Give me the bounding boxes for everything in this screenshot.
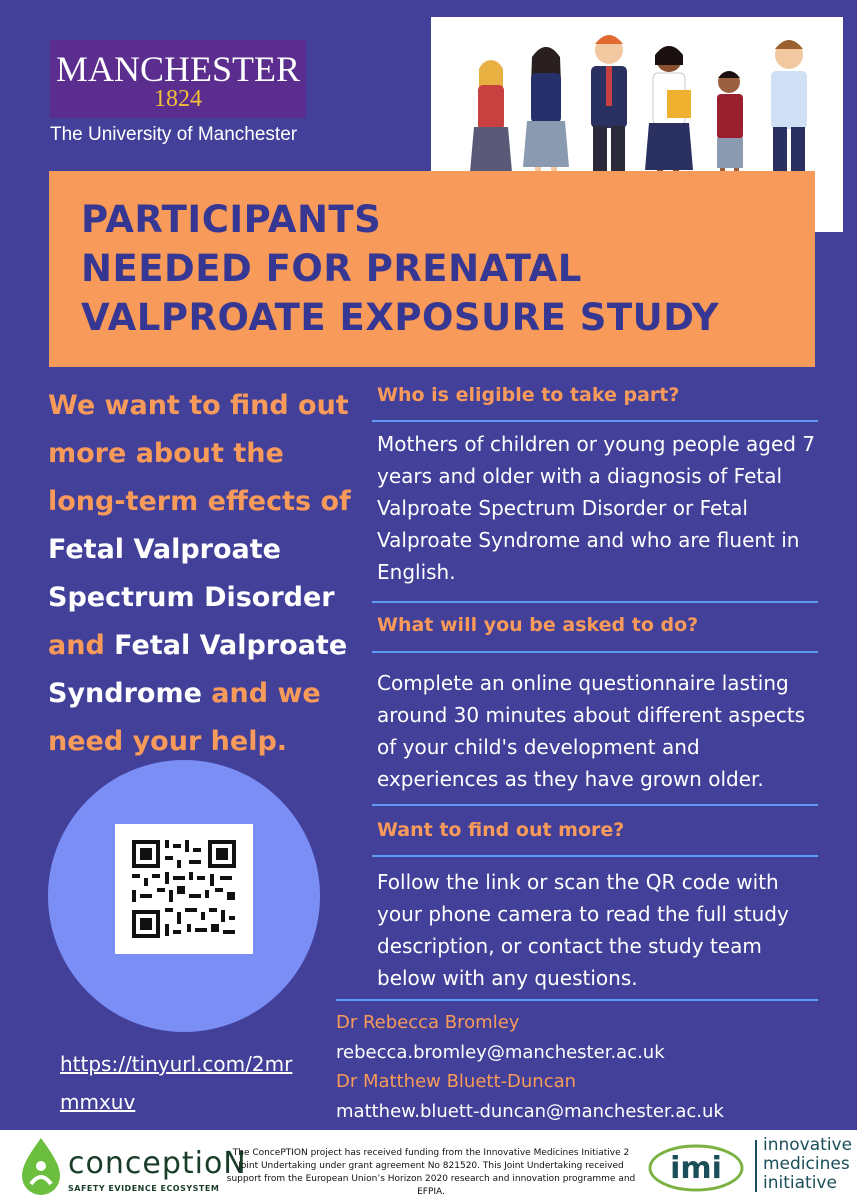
- divider: [372, 855, 818, 857]
- section-body-tasks: Complete an online questionnaire lasting around 30 minutes about different aspects of your child's development and experiences as they have grown older.: [377, 671, 806, 791]
- imi-separator: [755, 1140, 757, 1192]
- banner-title: [81, 195, 719, 342]
- imi-wordmark: [763, 1136, 852, 1193]
- imi-word-2: medicines: [763, 1154, 850, 1174]
- imi-logo-icon: [646, 1140, 756, 1194]
- section-heading-eligibility: Who is eligible to take part?: [377, 384, 680, 406]
- section-body-eligibility: Mothers of children or young people aged 7 years and older with a diagnosis of Fetal Valproate Spectrum Disorder or Fetal Valproate Syndrome and who are fluent in English.: [377, 432, 816, 584]
- logo-wordmark: MANCHESTER: [55, 49, 301, 89]
- study-link[interactable]: [60, 1045, 300, 1121]
- conception-subtitle: SAFETY EVIDENCE ECOSYSTEM: [68, 1184, 220, 1193]
- divider: [372, 804, 818, 806]
- funding-statement: The ConcePTION project has received funding from the Innovative Medicines Initiative 2 Joint Undertaking under grant agreement No 821520. This Joint Undertaking received support from the European Union’s Horizon 2020 research and innovation programme and EFPIA.: [226, 1148, 636, 1197]
- logo-year: 1824: [154, 86, 202, 112]
- lead-part-1: We want to find out more about the long-term effects of: [48, 390, 351, 517]
- conception-drop-icon: [18, 1136, 64, 1200]
- title-banner: [49, 171, 815, 367]
- link-line-2[interactable]: mmxuv: [60, 1090, 136, 1114]
- qr-code[interactable]: [115, 824, 253, 954]
- banner-line-1: PARTICIPANTS: [81, 198, 382, 241]
- section-heading-tasks: What will you be asked to do?: [377, 614, 699, 636]
- divider: [372, 420, 818, 422]
- divider: [372, 601, 818, 603]
- university-name: The University of Manchester: [50, 124, 298, 145]
- section-body-more-info: Follow the link or scan the QR code with your phone camera to read the full study description, or contact the study team below with any questions.: [377, 870, 789, 990]
- qr-code-icon: [115, 824, 253, 954]
- contact-name-2: Dr Matthew Bluett-Duncan: [336, 1071, 577, 1092]
- imi-word-3: initiative: [763, 1173, 837, 1193]
- divider: [372, 651, 818, 653]
- lead-part-3: and we need your help.: [48, 678, 321, 757]
- lead-highlight-1: Fetal Valproate Spectrum Disorder: [48, 534, 335, 613]
- contact-name-1: Dr Rebecca Bromley: [336, 1012, 520, 1033]
- lead-part-2: and: [48, 630, 115, 661]
- lead-paragraph: [48, 382, 358, 766]
- section-heading-more-info: Want to find out more?: [377, 819, 625, 841]
- imi-logo: [646, 1140, 756, 1198]
- divider: [336, 999, 818, 1001]
- banner-line-3: VALPROATE EXPOSURE STUDY: [81, 296, 720, 339]
- manchester-logo: [50, 40, 306, 118]
- contact-email-1[interactable]: rebecca.bromley@manchester.ac.uk: [336, 1042, 665, 1063]
- imi-word-1: innovative: [763, 1135, 853, 1155]
- banner-line-2: NEEDED FOR PRENATAL: [81, 247, 582, 290]
- conception-wordmark: conceptioN: [68, 1146, 247, 1181]
- lead-highlight-2: Fetal Valproate Syndrome: [48, 630, 348, 709]
- contact-email-2[interactable]: matthew.bluett-duncan@manchester.ac.uk: [336, 1101, 724, 1122]
- link-line-1[interactable]: https://tinyurl.com/2mr: [60, 1052, 293, 1076]
- imi-short-text: imi: [670, 1151, 722, 1186]
